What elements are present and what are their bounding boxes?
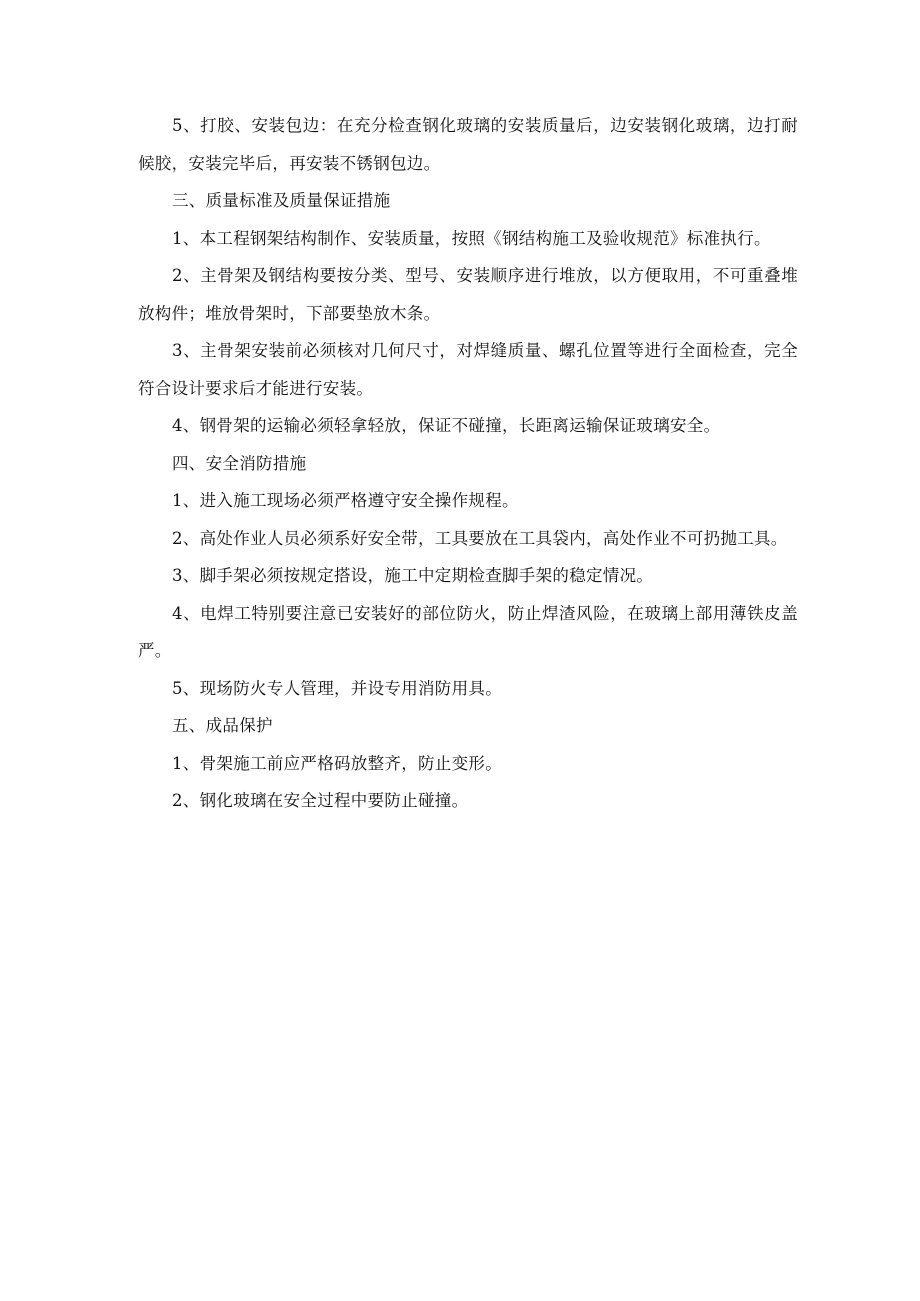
section-heading-safety: 四、安全消防措施 — [172, 453, 307, 473]
paragraph-protection-1: 1、骨架施工前应严格码放整齐，防止变形。 — [172, 753, 502, 773]
paragraph-protection-2: 2、钢化玻璃在安全过程中要防止碰撞。 — [172, 791, 469, 810]
paragraph-quality-1: 1、本工程钢架结构制作、安装质量，按照《钢结构施工及验收规范》标准执行。 — [172, 228, 771, 248]
paragraph-quality-3: 3、主骨架安装前必须核对几何尺寸，对焊缝质量、螺孔位置等进行全面检查，完全符合设计要求后才能进行安装。 — [138, 341, 798, 398]
paragraph-install-edging: 5、打胶、安装包边：在充分检查钢化玻璃的安装质量后，边安装钢化玻璃，边打耐候胶，安装完毕后，再安装不锈钢包边。 — [138, 116, 798, 173]
paragraph-safety-1: 1、进入施工现场必须严格遵守安全操作规程。 — [172, 491, 519, 510]
paragraph-safety-4: 4、电焊工特别要注意已安装好的部位防火，防止焊渣风险，在玻璃上部用薄铁皮盖严。 — [138, 603, 798, 660]
section-heading-quality: 三、质量标准及质量保证措施 — [172, 191, 391, 210]
section-heading-protection: 五、成品保护 — [172, 716, 273, 735]
paragraph-safety-5: 5、现场防火专人管理，并设专用消防用具。 — [172, 678, 502, 698]
paragraph-safety-3: 3、脚手架必须按规定搭设，施工中定期检查脚手架的稳定情况。 — [172, 566, 654, 585]
paragraph-quality-4: 4、钢骨架的运输必须轻拿轻放，保证不碰撞，长距离运输保证玻璃安全。 — [172, 416, 721, 435]
document-body — [138, 107, 798, 820]
paragraph-safety-2: 2、高处作业人员必须系好安全带，工具要放在工具袋内，高处作业不可扔抛工具。 — [172, 528, 788, 548]
paragraph-quality-2: 2、主骨架及钢结构要按分类、型号、安装顺序进行堆放，以方便取用，不可重叠堆放构件；堆放骨架时，下部要垫放木条。 — [138, 266, 798, 323]
